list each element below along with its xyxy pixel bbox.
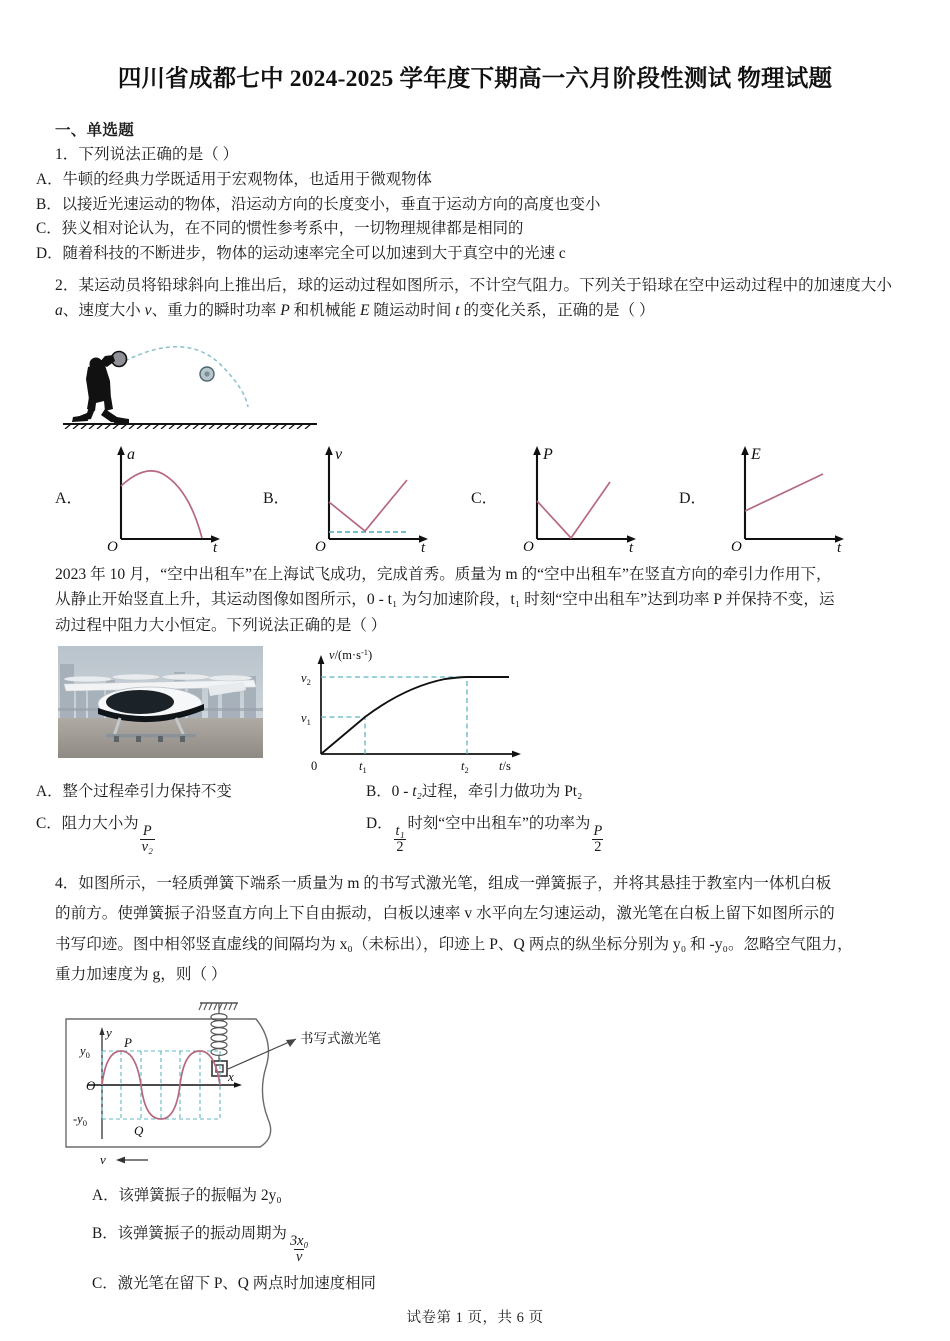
q3-option-a: A．整个过程牵引力保持不变 (36, 782, 232, 800)
option-a: A．牛顿的经典力学既适用于宏观物体，也适用于微观物体 (36, 170, 432, 188)
chart-xtick-t1: $t_1$ (359, 758, 367, 775)
graph-b-label: B． (263, 490, 290, 508)
q4-option-b (92, 1215, 950, 1265)
option-c: C．狭义相对论认为，在不同的惯性参考系中，一切物理规律都是相同的 (36, 220, 524, 238)
question-2-stem-p1: 某运动员将铅球斜向上推出后，球的运动过程如图所示，不计空气阻力。下列关于铅球在空中运动过程中的加速度大小 (78, 276, 892, 294)
q3-d-den2: 2 (594, 839, 602, 856)
graph-d-ylabel: E (751, 446, 761, 464)
graph-d-label: D． (679, 490, 707, 508)
graph-option-d (679, 439, 887, 554)
question-3-line3: 动过程中阻力大小恒定。下列说法正确的是（ ） (55, 616, 387, 634)
question-4-line1 (55, 869, 892, 899)
question-2-graphs (55, 439, 950, 554)
q3-option-c-fraction (140, 824, 155, 855)
question-3-options-row1 (36, 780, 950, 805)
question-2-stem-p5: 随运动时间 (369, 301, 456, 319)
graph-b-ylabel: v (335, 446, 343, 464)
question-2-stem-p4: 和机械能 (289, 301, 360, 319)
question-4-line2: 的前方。使弹簧振子沿竖直方向上下自由振动，白板以速率 v 水平向左匀速运动，激光笔在白板上留下如图所示的 (55, 905, 835, 923)
q3-option-d-label: D． (366, 815, 393, 833)
page-title: 四川省成都七中 2024-2025 学年度下期高一六月阶段性测试 物理试题 (117, 66, 833, 92)
q3-option-c (36, 812, 366, 855)
air-taxi-photo (58, 646, 263, 758)
question-2-stem-p3: 、重力的瞬时功率 (151, 301, 281, 319)
option-d: D．随着科技的不断进步，物体的运动速率完全可以加速到大于真空中的光速 c (36, 244, 566, 262)
q3-option-d-fraction1 (394, 824, 407, 855)
graph-b-svg (297, 439, 447, 554)
graph-d-xlabel: t (837, 540, 842, 555)
q4-b-den: v (296, 1248, 303, 1265)
question-4-options (92, 1177, 950, 1304)
shot-put-illustration (55, 329, 325, 429)
page-footer: 试卷第 1 页，共 6 页 (406, 1310, 544, 1326)
graph-option-c (471, 439, 679, 554)
laser-pen-annotation: 书写式激光笔 (300, 1030, 381, 1046)
chart-ytick-v1: $v_1$ (301, 710, 311, 727)
option-b: B．以接近光速运动的物体，沿运动方向的长度变小，垂直于运动方向的高度也变小 (36, 195, 601, 213)
figure-velocity-label: v (100, 1151, 106, 1167)
question-4-line4: 重力加速度为 g，则（ ） (55, 966, 227, 984)
chart-origin: 0 (311, 758, 318, 773)
spring-oscillator-figure (60, 997, 400, 1167)
q3-option-d-fraction2 (591, 824, 604, 855)
figure-axis-x: x (228, 1068, 234, 1084)
chart-xtick-t2: $t_2$ (461, 758, 469, 775)
q3-c-den: v₂ (141, 839, 153, 856)
question-3 (55, 562, 950, 638)
figure-axis-y: y (106, 1024, 112, 1040)
q4-option-c: C．激光笔在留下 P、Q 两点时加速度相同 (92, 1274, 376, 1292)
graph-d-origin: O (731, 539, 742, 555)
graph-d-svg (713, 439, 863, 554)
q3-option-b-pre: B．0 - (366, 782, 413, 800)
graph-a-label: A． (55, 490, 83, 508)
graph-a-svg (89, 439, 239, 554)
question-1 (55, 142, 950, 167)
graph-b-xlabel: t (421, 540, 426, 555)
question-4-line3: 书写印迹。图中相邻竖直虚线的间隔均为 x₀（未标出），印迹上 P、Q 两点的纵坐标分别为 y₀ 和 -y₀。忽略空气阻力， (55, 935, 853, 953)
question-1-number: 1． (55, 145, 79, 163)
figure-point-P: P (124, 1034, 132, 1050)
q3-c-num: P (142, 823, 152, 840)
graph-c-origin: O (523, 539, 534, 555)
question-2-number: 2． (55, 276, 79, 294)
graph-option-a (55, 439, 263, 554)
q3-d-den1: 2 (396, 839, 404, 856)
figure-point-Q: Q (134, 1122, 144, 1138)
question-3-figures (58, 646, 950, 776)
q3-option-c-pre: C．阻力大小为 (36, 815, 139, 833)
graph-c-xlabel: t (629, 540, 634, 555)
chart-ytick-v2: $v_2$ (301, 670, 311, 687)
figure-tick-y0: $y_0$ (80, 1043, 90, 1060)
shot-put-figure (55, 329, 950, 429)
chart-ylabel: $v/(m\cdot s^{-1})$ (329, 646, 373, 662)
graph-c-svg (505, 439, 655, 554)
q4-option-b-pre: B．该弹簧振子的振动周期为 (92, 1225, 287, 1243)
chart-xlabel: t/s (499, 758, 511, 773)
question-2-stem-p6: 的变化关系，正确的是（ ） (459, 301, 655, 319)
q3-d-num1: t₁ (395, 823, 405, 840)
question-3-options-row2 (36, 812, 950, 855)
figure-tick-neg-y0: $-y_0$ (73, 1111, 87, 1128)
figure-origin: O (86, 1077, 96, 1093)
graph-a-origin: O (107, 539, 118, 555)
graph-c-ylabel: P (543, 446, 553, 464)
q3-option-b (366, 780, 582, 805)
var-E: E (359, 301, 370, 319)
question-4-line1-text: 如图所示，一轻质弹簧下端系一质量为 m 的书写式激光笔，组成一弹簧振子，并将其悬挂于教室内一体机白板 (78, 875, 832, 893)
var-a: a (55, 301, 63, 319)
graph-a-xlabel: t (213, 540, 218, 555)
question-4 (55, 869, 950, 991)
graph-b-origin: O (315, 539, 326, 555)
q3-option-d-mid: 时刻“空中出租车”的功率为 (407, 815, 591, 833)
question-3-line1: 2023 年 10 月，“空中出租车”在上海试飞成功，完成首秀。质量为 m 的“空中出租车”在竖直方向的牵引力作用下， (55, 566, 832, 584)
q3-d-num2: P (593, 823, 603, 840)
q4-b-num: 3x₀ (289, 1233, 309, 1250)
question-1-stem: 下列说法正确的是（ ） (78, 145, 239, 163)
q4-option-a: A．该弹簧振子的振幅为 2y₀ (92, 1186, 282, 1204)
graph-c-label: C． (471, 490, 498, 508)
var-P: P (280, 301, 290, 319)
question-4-figure (60, 997, 950, 1167)
q4-option-b-fraction (288, 1234, 311, 1265)
section-heading: 一、单选题 (55, 121, 135, 139)
q3-option-b-t2: t₂ (412, 782, 422, 800)
question-2-stem-p2: 、速度大小 (62, 301, 145, 319)
velocity-time-chart (285, 646, 555, 776)
q3-option-b-post: 过程，牵引力做功为 Pt₂ (421, 782, 583, 800)
question-1-options (36, 168, 950, 267)
var-t: t (455, 301, 460, 319)
question-2 (55, 273, 950, 324)
q3-option-d (366, 812, 605, 855)
question-3-line2: 从静止开始竖直上升，其运动图像如图所示，0 - t₁ 为匀加速阶段，t₁ 时刻“空中出租车”达到功率 P 并保持不变，运 (55, 591, 835, 609)
graph-a-ylabel: a (127, 446, 135, 464)
question-4-number: 4． (55, 875, 79, 893)
graph-option-b (263, 439, 471, 554)
var-v: v (144, 301, 152, 319)
